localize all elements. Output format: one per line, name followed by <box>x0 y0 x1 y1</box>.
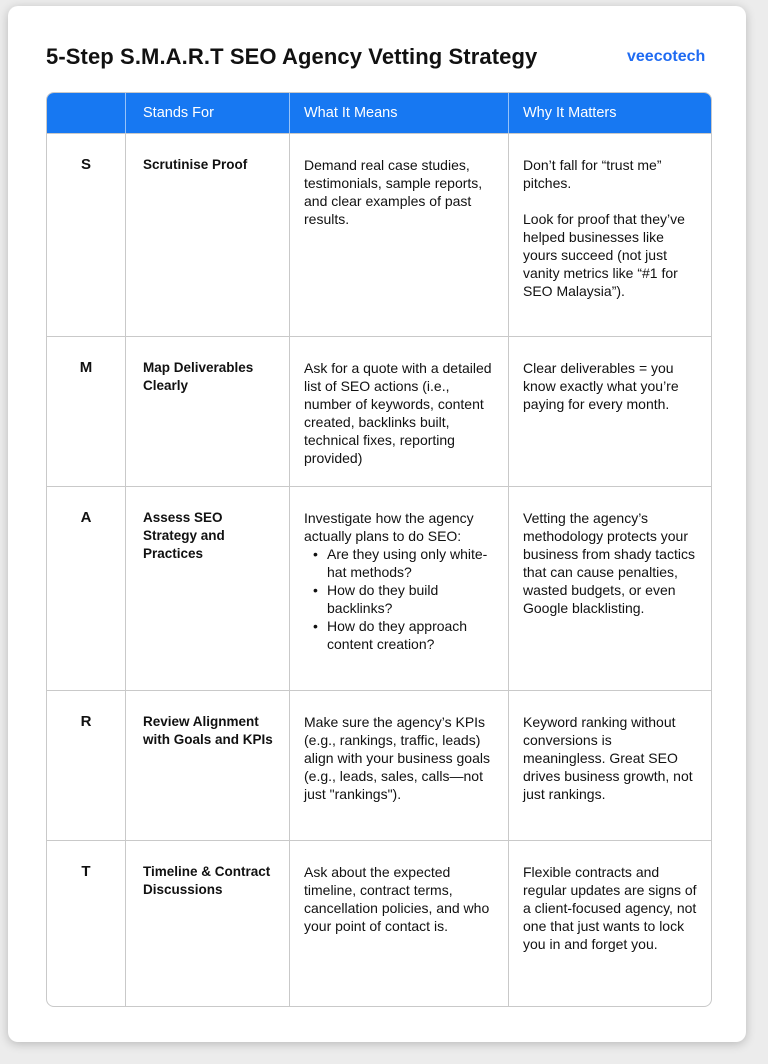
column-header-letter <box>47 93 126 133</box>
why-it-matters-cell <box>509 841 711 1006</box>
what-it-means-bullets <box>304 545 494 653</box>
what-it-means-cell <box>290 337 509 486</box>
why-it-matters-cell <box>509 337 711 486</box>
why-it-matters-text: Flexible contracts and regular updates are signs of a client-focused agency, not one that just wants to lock you in and forget you. <box>523 864 697 952</box>
what-it-means-cell <box>290 841 509 1006</box>
why-it-matters-text: Vetting the agency’s methodology protects your business from shady tactics that can cause penalties, wasted budgets, or even Google blacklisting. <box>523 510 695 616</box>
smart-table <box>46 92 712 1007</box>
table-row <box>47 840 711 1006</box>
row-letter: A <box>47 487 126 690</box>
why-it-matters-cell <box>509 487 711 690</box>
table-row <box>47 690 711 840</box>
stands-for-cell: Review Alignment with Goals and KPIs <box>126 691 290 840</box>
table-row <box>47 486 711 690</box>
what-it-means-text: Ask about the expected timeline, contract terms, cancellation policies, and who your point of contact is. <box>304 864 490 934</box>
column-header-stands-for: Stands For <box>126 93 290 133</box>
bullet-item: • Are they using only white-hat methods? <box>304 545 494 581</box>
why-it-matters-text: Clear deliverables = you know exactly what you’re paying for every month. <box>523 360 679 412</box>
what-it-means-text: Demand real case studies, testimonials, sample reports, and clear examples of past results. <box>304 157 483 227</box>
row-letter: S <box>47 134 126 336</box>
row-letter: R <box>47 691 126 840</box>
brand-logo: veecotech <box>627 48 706 65</box>
stands-for-cell: Assess SEO Strategy and Practices <box>126 487 290 690</box>
what-it-means-text: Investigate how the agency actually plans to do SEO: <box>304 510 474 544</box>
table-row <box>47 133 711 336</box>
what-it-means-text: Ask for a quote with a detailed list of SEO actions (i.e., number of keywords, content created, backlinks built, technical fixes, reporting provided) <box>304 360 492 466</box>
bullet-item: • How do they approach content creation? <box>304 617 494 653</box>
row-letter: M <box>47 337 126 486</box>
row-letter: T <box>47 841 126 1006</box>
page-title: 5-Step S.M.A.R.T SEO Agency Vetting Strategy <box>46 44 538 69</box>
why-it-matters-text: Look for proof that they’ve helped businesses like yours succeed (not just vanity metrics like “#1 for SEO Malaysia”). <box>523 211 685 299</box>
stands-for-cell: Timeline & Contract Discussions <box>126 841 290 1006</box>
what-it-means-text: Make sure the agency’s KPIs (e.g., rankings, traffic, leads) align with your business goals (e.g., leads, sales, calls—not just "rankings"). <box>304 714 490 802</box>
why-it-matters-cell <box>509 691 711 840</box>
what-it-means-cell <box>290 134 509 336</box>
what-it-means-cell <box>290 691 509 840</box>
stands-for-cell: Map Deliverables Clearly <box>126 337 290 486</box>
why-it-matters-cell <box>509 134 711 336</box>
column-header-what-it-means: What It Means <box>290 93 509 133</box>
table-header-row <box>47 93 711 133</box>
why-it-matters-text: Don’t fall for “trust me” pitches. <box>523 157 662 191</box>
column-header-why-it-matters: Why It Matters <box>523 105 617 121</box>
what-it-means-cell <box>290 487 509 690</box>
why-it-matters-text: Keyword ranking without conversions is meaningless. Great SEO drives business growth, not just rankings. <box>523 714 693 802</box>
bullet-item: • How do they build backlinks? <box>304 581 494 617</box>
table-row <box>47 336 711 486</box>
stands-for-cell: Scrutinise Proof <box>126 134 290 336</box>
